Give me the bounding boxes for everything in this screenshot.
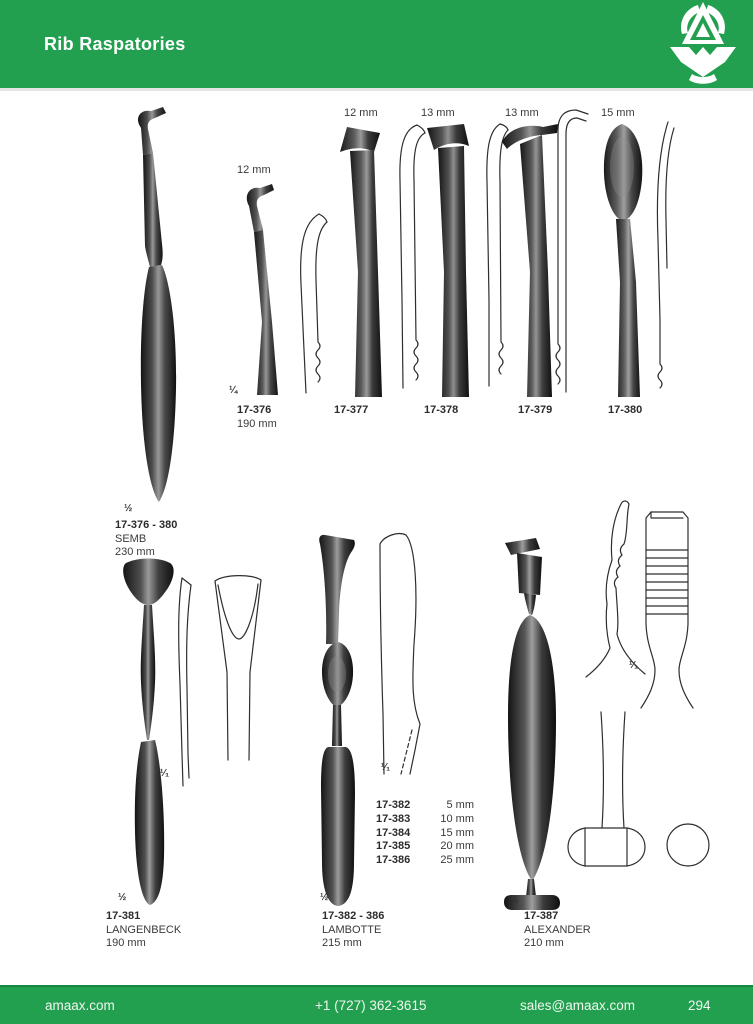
langenbeck-length: 190 mm	[106, 937, 146, 949]
size-label-17-380: 15 mm	[601, 107, 635, 119]
alexander-detail-drawing	[565, 498, 725, 873]
footer-bar	[0, 985, 753, 1024]
alexander-label	[524, 910, 591, 951]
langenbeck-code: 17-381	[106, 910, 141, 922]
raspatory-drawing-17-379	[548, 104, 590, 404]
label-17-378	[424, 404, 458, 418]
lambotte-variant-table	[376, 799, 474, 868]
langenbeck-detail-drawing	[168, 572, 263, 804]
raspatory-drawing-17-376	[288, 200, 334, 396]
scale-label-17-376: ¼	[229, 385, 238, 396]
variant-code: 17-384	[376, 826, 411, 839]
variant-row	[376, 827, 474, 841]
lambotte-detail-scale: ¹⁄₁	[381, 762, 391, 773]
size-label-17-376: 12 mm	[237, 164, 271, 176]
variant-code: 17-385	[376, 840, 411, 853]
semb-name: SEMB	[115, 532, 147, 545]
variant-size: 5 mm	[446, 799, 474, 811]
label-17-377	[334, 404, 368, 418]
semb-label	[115, 519, 177, 560]
footer-email: sales@amaax.com	[520, 998, 635, 1013]
alexander-length: 210 mm	[524, 937, 564, 949]
variant-size: 15 mm	[440, 826, 474, 839]
variant-code: 17-386	[376, 854, 411, 867]
raspatory-photo-17-377	[333, 122, 395, 399]
langenbeck-name: LANGENBECK	[106, 923, 182, 936]
variant-size: 20 mm	[440, 840, 474, 853]
alexander-code: 17-387	[524, 910, 559, 922]
semb-length: 230 mm	[115, 546, 155, 558]
label-17-376	[237, 404, 277, 431]
code-17-380: 17-380	[608, 404, 643, 416]
lambotte-scale: ½	[320, 892, 329, 903]
length-17-376: 190 mm	[237, 417, 277, 430]
raspatory-drawing-17-380	[650, 118, 676, 400]
variant-row	[376, 854, 474, 868]
lambotte-detail-drawing	[372, 532, 432, 779]
label-17-379	[518, 404, 552, 418]
code-17-378: 17-378	[424, 404, 459, 416]
alexander-name: ALEXANDER	[524, 923, 591, 936]
variant-size: 10 mm	[440, 812, 474, 825]
footer-page-number: 294	[688, 998, 711, 1013]
page-title: Rib Raspatories	[44, 34, 186, 54]
size-label-17-379: 13 mm	[505, 107, 539, 119]
langenbeck-label	[106, 910, 181, 951]
lambotte-name: LAMBOTTE	[322, 923, 382, 936]
lambotte-length: 215 mm	[322, 937, 362, 949]
label-17-380	[608, 404, 642, 418]
code-17-379: 17-379	[518, 404, 553, 416]
variant-size: 25 mm	[440, 854, 474, 867]
size-label-17-377: 12 mm	[344, 107, 378, 119]
footer-phone: +1 (727) 362-3615	[315, 998, 427, 1013]
variant-code: 17-383	[376, 812, 411, 825]
variant-row	[376, 799, 474, 813]
lambotte-code-range: 17-382 - 386	[322, 910, 385, 922]
semb-photo	[112, 106, 217, 508]
lambotte-photo	[308, 532, 378, 907]
semb-scale-label: ½	[124, 503, 133, 514]
code-17-376: 17-376	[237, 404, 272, 416]
langenbeck-scale: ½	[118, 892, 127, 903]
raspatory-photo-17-376	[232, 182, 292, 397]
header-bar	[0, 0, 753, 91]
alexander-photo	[502, 538, 564, 910]
amaax-logo-icon	[656, 0, 750, 88]
langenbeck-detail-scale: ¹⁄₁	[160, 768, 170, 779]
variant-row	[376, 840, 474, 854]
footer-website: amaax.com	[45, 998, 115, 1013]
raspatory-photo-17-378	[418, 122, 476, 399]
alexander-detail-scale: ¹⁄₁	[629, 660, 639, 671]
variant-row	[376, 813, 474, 827]
variant-code: 17-382	[376, 799, 411, 811]
semb-code-range: 17-376 - 380	[115, 519, 178, 531]
size-label-17-378: 13 mm	[421, 107, 455, 119]
lambotte-label	[322, 910, 384, 951]
code-17-377: 17-377	[334, 404, 369, 416]
alexander-scale: ½	[510, 895, 519, 906]
raspatory-photo-17-380	[592, 122, 652, 399]
